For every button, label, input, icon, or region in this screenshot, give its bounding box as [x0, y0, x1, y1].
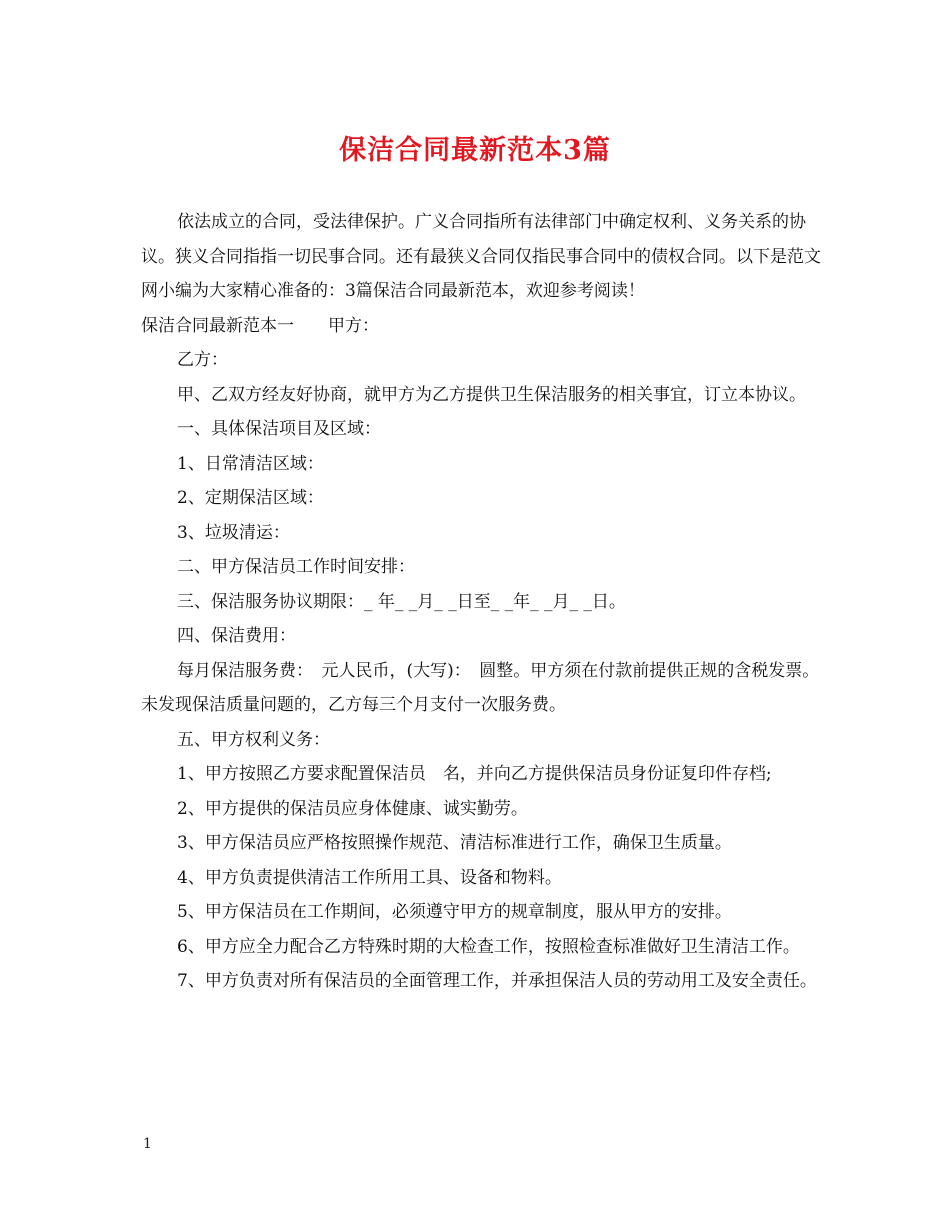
- paragraph: 甲、乙双方经友好协商，就甲方为乙方提供卫生保洁服务的相关事宜，订立本协议。: [177, 384, 806, 405]
- paragraph: 5、甲方保洁员在工作期间，必须遵守甲方的规章制度，服从甲方的安排。: [177, 902, 732, 922]
- paragraph: 一、具体保洁项目及区域：: [177, 419, 381, 439]
- paragraph: 乙方：: [177, 350, 228, 370]
- paragraph: 3、垃圾清运：: [177, 522, 290, 543]
- paragraph: 2、定期保洁区域：: [177, 488, 324, 508]
- paragraph: 保洁合同最新范本一 甲方：: [141, 315, 379, 336]
- document-title: 保洁合同最新范本3篇: [339, 135, 611, 166]
- paragraph: 6、甲方应全力配合乙方特殊时期的大检查工作，按照检查标准做好卫生清洁工作。: [177, 936, 800, 957]
- paragraph: 7、甲方负责对所有保洁员的全面管理工作，并承担保洁人员的劳动用工及安全责任。: [177, 971, 817, 991]
- paragraph: 2、甲方提供的保洁员应身体健康、诚实勤劳。: [177, 798, 528, 819]
- paragraph: 三、保洁服务协议期限：_ 年_ _月_ _日至_ _年_ _月_ _日。: [177, 591, 626, 612]
- paragraph: 依法成立的合同，受法律保护。广义合同指所有法律部门中确定权利、义务关系的协议。狭义合同指指一切民事合同。还有最狭义合同仅指民事合同中的债权合同。以下是范文网小编为大家精心准备的：3篇保洁合同最新范本，欢迎参考阅读！: [141, 212, 821, 301]
- paragraph: 二、甲方保洁员工作时间安排：: [177, 557, 415, 577]
- paragraph: 五、甲方权利义务：: [177, 729, 330, 750]
- paragraph: 1、甲方按照乙方要求配置保洁员 名，并向乙方提供保洁员身份证复印件存档;: [177, 764, 772, 784]
- paragraph: 1、日常清洁区域：: [177, 453, 324, 474]
- page-number: 1: [143, 1136, 152, 1152]
- paragraph: 四、保洁费用：: [177, 626, 296, 646]
- paragraph: 4、甲方负责提供清洁工作所用工具、设备和物料。: [177, 867, 562, 888]
- paragraph: 每月保洁服务费： 元人民币，(大写)： 圆整。甲方须在付款前提供正规的含税发票。未发现保洁质量问题的，乙方每三个月支付一次服务费。: [141, 660, 820, 715]
- paragraph: 3、甲方保洁员应严格按照操作规范、清洁标准进行工作，确保卫生质量。: [177, 833, 732, 853]
- document-body: [141, 205, 821, 999]
